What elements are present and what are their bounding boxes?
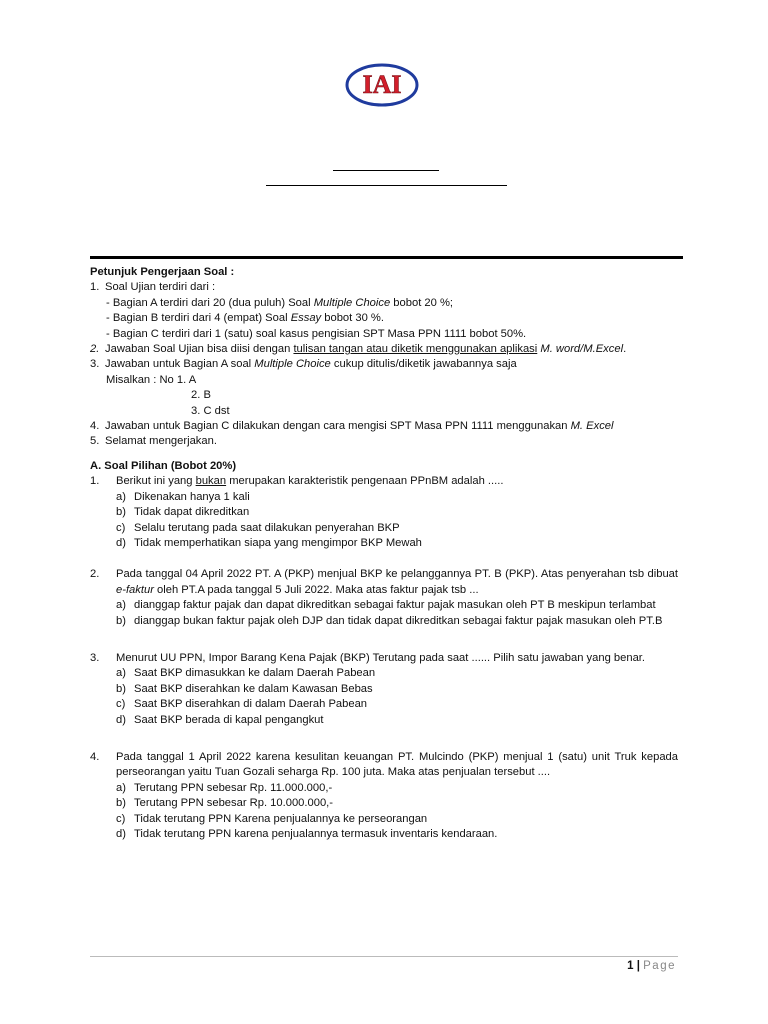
header-divider bbox=[90, 256, 683, 259]
q3-option-a: a) Saat BKP dimasukkan ke dalam Daerah Pabean bbox=[116, 667, 376, 680]
q4-option-b: b) Terutang PPN sebesar Rp. 10.000.000,- bbox=[116, 797, 334, 810]
instruction-item-5: 5. Selamat mengerjakan. bbox=[90, 435, 217, 448]
section-a-title: A. Soal Pilihan (Bobot 20%) bbox=[90, 459, 237, 472]
instruction-item-2: 2. Jawaban Soal Ujian bisa diisi dengan tulisan tangan atau diketik menggunakan aplikasi M. word/M.Excel. bbox=[90, 343, 627, 356]
footer-divider bbox=[90, 956, 678, 957]
instruction-example: Misalkan : No 1. A 2. B 3. C dst bbox=[106, 373, 230, 417]
instruction-sub-a: - Bagian A terdiri dari 20 (dua puluh) Soal Multiple Choice bobot 20 %; bbox=[106, 296, 454, 309]
document-body bbox=[90, 265, 678, 842]
page-footer bbox=[560, 960, 676, 972]
q1-option-b: b) Tidak dapat dikreditkan bbox=[116, 506, 250, 519]
title-rule-long bbox=[266, 185, 507, 186]
q3-option-d: d) Saat BKP berada di kapal pengangkut bbox=[116, 713, 324, 726]
q4-option-c: c) Tidak terutang PPN Karena penjualannya ke perseorangan bbox=[116, 812, 428, 825]
question-3: 3. Menurut UU PPN, Impor Barang Kena Pajak (BKP) Terutang pada saat ...... Pilih satu jawaban yang benar. bbox=[90, 651, 646, 664]
instruction-sub-c: - Bagian C terdiri dari 1 (satu) soal kasus pengisian SPT Masa PPN 1111 bobot 50%. bbox=[106, 327, 527, 340]
page-label: Page bbox=[643, 960, 676, 972]
q1-option-d: d) Tidak memperhatikan siapa yang mengimpor BKP Mewah bbox=[116, 536, 422, 549]
page-separator: | bbox=[636, 960, 640, 972]
instruction-item-1: 1. Soal Ujian terdiri dari : bbox=[90, 281, 216, 294]
question-1: 1. Berikut ini yang bukan merupakan karakteristik pengenaan PPnBM adalah ..... bbox=[90, 475, 504, 488]
instruction-sub-b: - Bagian B terdiri dari 4 (empat) Soal Essay bobot 30 %. bbox=[106, 312, 384, 325]
question-2: 2. Pada tanggal 04 April 2022 PT. A (PKP) menjual BKP ke pelanggannya PT. B (PKP). Atas penyerahan tsb dibuat e-faktur oleh PT.A pada tanggal 5 Juli 2022. Maka atas faktur pajak tsb ... bbox=[90, 568, 678, 596]
q1-option-a: a) Dikenakan hanya 1 kali bbox=[116, 490, 250, 503]
instruction-item-4: 4. Jawaban untuk Bagian C dilakukan dengan cara mengisi SPT Masa PPN 1111 menggunakan M. Excel bbox=[90, 420, 614, 433]
q4-option-d: d) Tidak terutang PPN karena penjualannya termasuk inventaris kendaraan. bbox=[116, 828, 498, 840]
instructions-title: Petunjuk Pengerjaan Soal : bbox=[90, 266, 235, 278]
question-4: 4. Pada tanggal 1 April 2022 karena kesulitan keuangan PT. Mulcindo (PKP) menjual 1 (satu) unit Truk kepada perseorangan yaitu Tuan Gozali seharga Rp. 100 juta. Maka atas penjualan tersebut .... bbox=[90, 750, 678, 779]
title-rule-short bbox=[333, 170, 439, 171]
q3-option-c: c) Saat BKP diserahkan di dalam Daerah Pabean bbox=[116, 698, 368, 711]
iai-logo bbox=[345, 63, 419, 107]
q2-option-a: a) dianggap faktur pajak dan dapat dikreditkan sebagai faktur pajak masukan oleh PT B meskipun terlambat bbox=[116, 599, 656, 612]
page-number: 1 bbox=[627, 960, 634, 972]
q4-option-a: a) Terutang PPN sebesar Rp. 11.000.000,- bbox=[116, 781, 333, 794]
q3-option-b: b) Saat BKP diserahkan ke dalam Kawasan Bebas bbox=[116, 682, 373, 695]
instruction-item-3: 3. Jawaban untuk Bagian A soal Multiple Choice cukup ditulis/diketik jawabannya saja bbox=[90, 358, 517, 371]
q2-option-b: b) dianggap bukan faktur pajak oleh DJP dan tidak dapat dikreditkan sebagai faktur pajak masukan oleh PT.B bbox=[116, 614, 663, 627]
logo-text: IAI bbox=[362, 70, 402, 99]
q1-option-c: c) Selalu terutang pada saat dilakukan penyerahan BKP bbox=[116, 521, 400, 534]
